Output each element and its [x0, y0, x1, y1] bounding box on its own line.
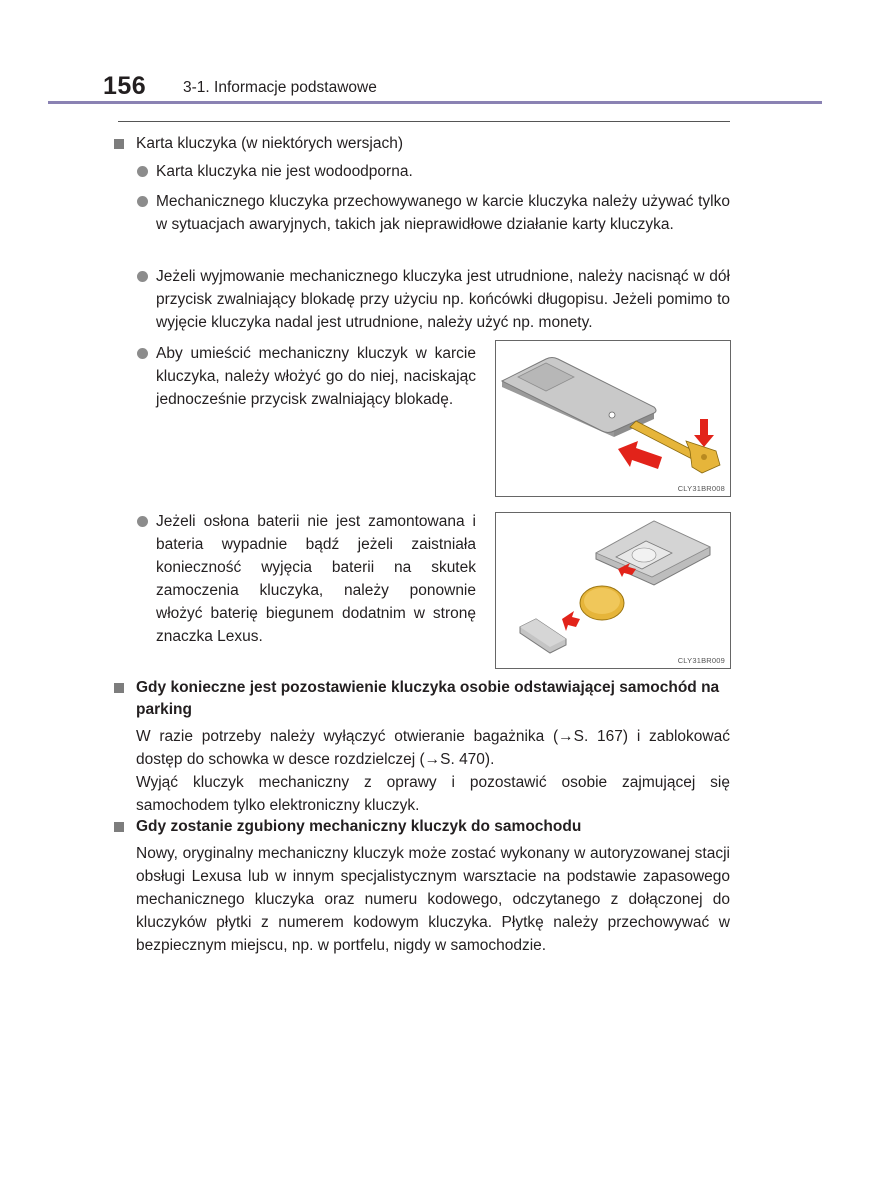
battery-illustration — [496, 513, 730, 668]
square-bullet-icon — [114, 139, 124, 149]
list-item — [137, 190, 730, 259]
square-bullet-icon — [114, 822, 124, 832]
circle-bullet-icon — [137, 166, 148, 177]
bullet-text: Karta kluczyka nie jest wodoodporna. — [156, 163, 413, 180]
figure-code: CLY31BR009 — [677, 656, 725, 665]
bullet-text: Aby umieścić mechaniczny kluczyk w karcie kluczyka, należy włożyć go do niej, naciskając jednocześnie przycisk zwalniający blokadę. — [156, 345, 476, 408]
bullet-text: Mechanicznego kluczyka przechowywanego w karcie kluczyka należy używać tylko w sytuacjach awaryjnych, takich jak nieprawidłowe działanie karty kluczyka. — [156, 193, 730, 233]
chapter-title: 3-1. Informacje podstawowe — [183, 79, 377, 96]
header-rule — [48, 101, 822, 104]
circle-bullet-icon — [137, 348, 148, 359]
circle-bullet-icon — [137, 196, 148, 207]
figure-code: CLY31BR008 — [677, 484, 725, 493]
figure-battery-replacement — [495, 512, 731, 669]
section-heading-text: Gdy zostanie zgubiony mechaniczny kluczyk do samochodu — [136, 818, 582, 835]
section-heading-text: Karta kluczyka (w niektórych wersjach) — [136, 135, 404, 152]
circle-bullet-icon — [137, 271, 148, 282]
bullet-text: Jeżeli wyjmowanie mechanicznego kluczyka jest utrudnione, należy nacisnąć w dół przycisk zwalniający blokadę przy użyciu np. końcówki długopisu. Jeżeli pomimo to wyjęcie kluczyka nadal jest utrudnione, należy użyć np. monety. — [156, 268, 730, 331]
page-number: 156 — [103, 72, 147, 100]
list-item — [137, 342, 476, 434]
bullet-text: Jeżeli osłona baterii nie jest zamontowana i bateria wypadnie bądź jeżeli zaistniała konieczność wyjęcia baterii na skutek zamoczenia kluczyka, należy ponownie włożyć baterię biegunem dodatnim w stronę znaczka Lexus. — [156, 513, 476, 645]
lost-key-paragraph: Nowy, oryginalny mechaniczny kluczyk może zostać wykonany w autoryzowanej stacji obsługi Lexusa lub w innym specjalistycznym warsztacie na podstawie zapasowego mechanicznego kluczyka oraz numeru kodowego, odczytanego z dołączonej do kluczyków płytki z numerem kodowym kluczyka. Płytkę należy przechowywać w bezpiecznym miejscu, np. w portfelu, nigdy w samochodzie. — [136, 845, 730, 954]
circle-bullet-icon — [137, 516, 148, 527]
section-heading-valet — [114, 677, 734, 721]
valet-paragraph-1: W razie potrzeby należy wyłączyć otwieranie bagażnika (→S. 167) i zablokować dostęp do schowka w desce rozdzielczej (→S. 470). — [136, 728, 730, 768]
page-header — [103, 72, 723, 102]
valet-paragraph-2: Wyjąć kluczyk mechaniczny z oprawy i pozostawić osobie zajmującej się samochodem tylko elektroniczny kluczyk. — [136, 774, 730, 814]
list-item — [137, 265, 730, 334]
key-card-illustration — [496, 341, 730, 496]
square-bullet-icon — [114, 683, 124, 693]
figure-key-insertion — [495, 340, 731, 497]
list-item — [137, 510, 476, 648]
section-top-rule — [118, 121, 730, 122]
list-item — [137, 160, 730, 183]
section-heading-text: Gdy konieczne jest pozostawienie kluczyka osobie odstawiającej samochód na parking — [136, 679, 720, 718]
